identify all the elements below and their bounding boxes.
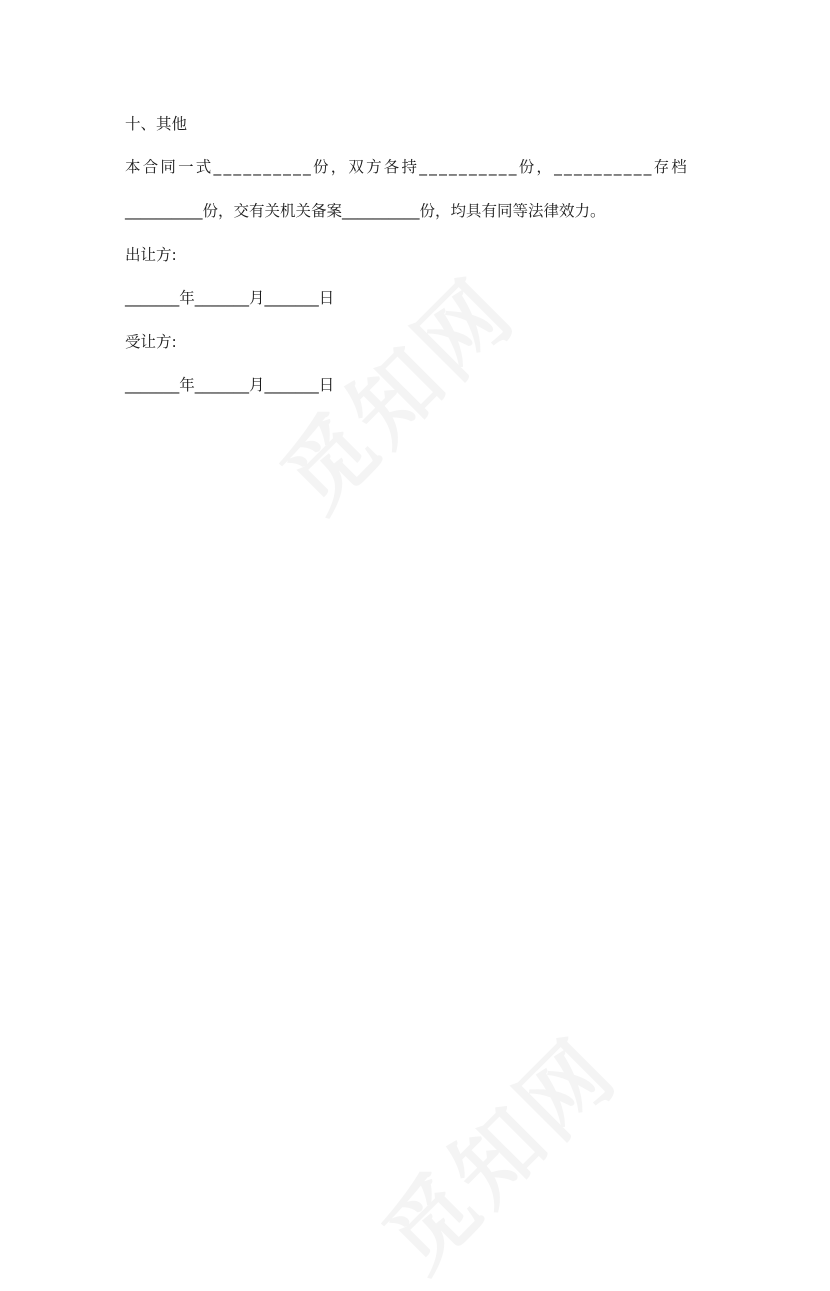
copies-clause-line-2: __________份，交有关机关备案__________份，均具有同等法律效力。 [125, 202, 606, 220]
watermark-bottom [366, 1020, 636, 1290]
transferor-label: 出让方: [125, 246, 177, 264]
transferee-date-blank: _______年_______月_______日 [125, 376, 335, 394]
copies-clause-line-1: 本合同一式__________份，双方各持__________份，__________存档 [125, 158, 690, 176]
transferee-label: 受让方: [125, 333, 177, 351]
section-heading: 十、其他 [125, 115, 188, 133]
transferor-date-blank: _______年_______月_______日 [125, 289, 335, 307]
